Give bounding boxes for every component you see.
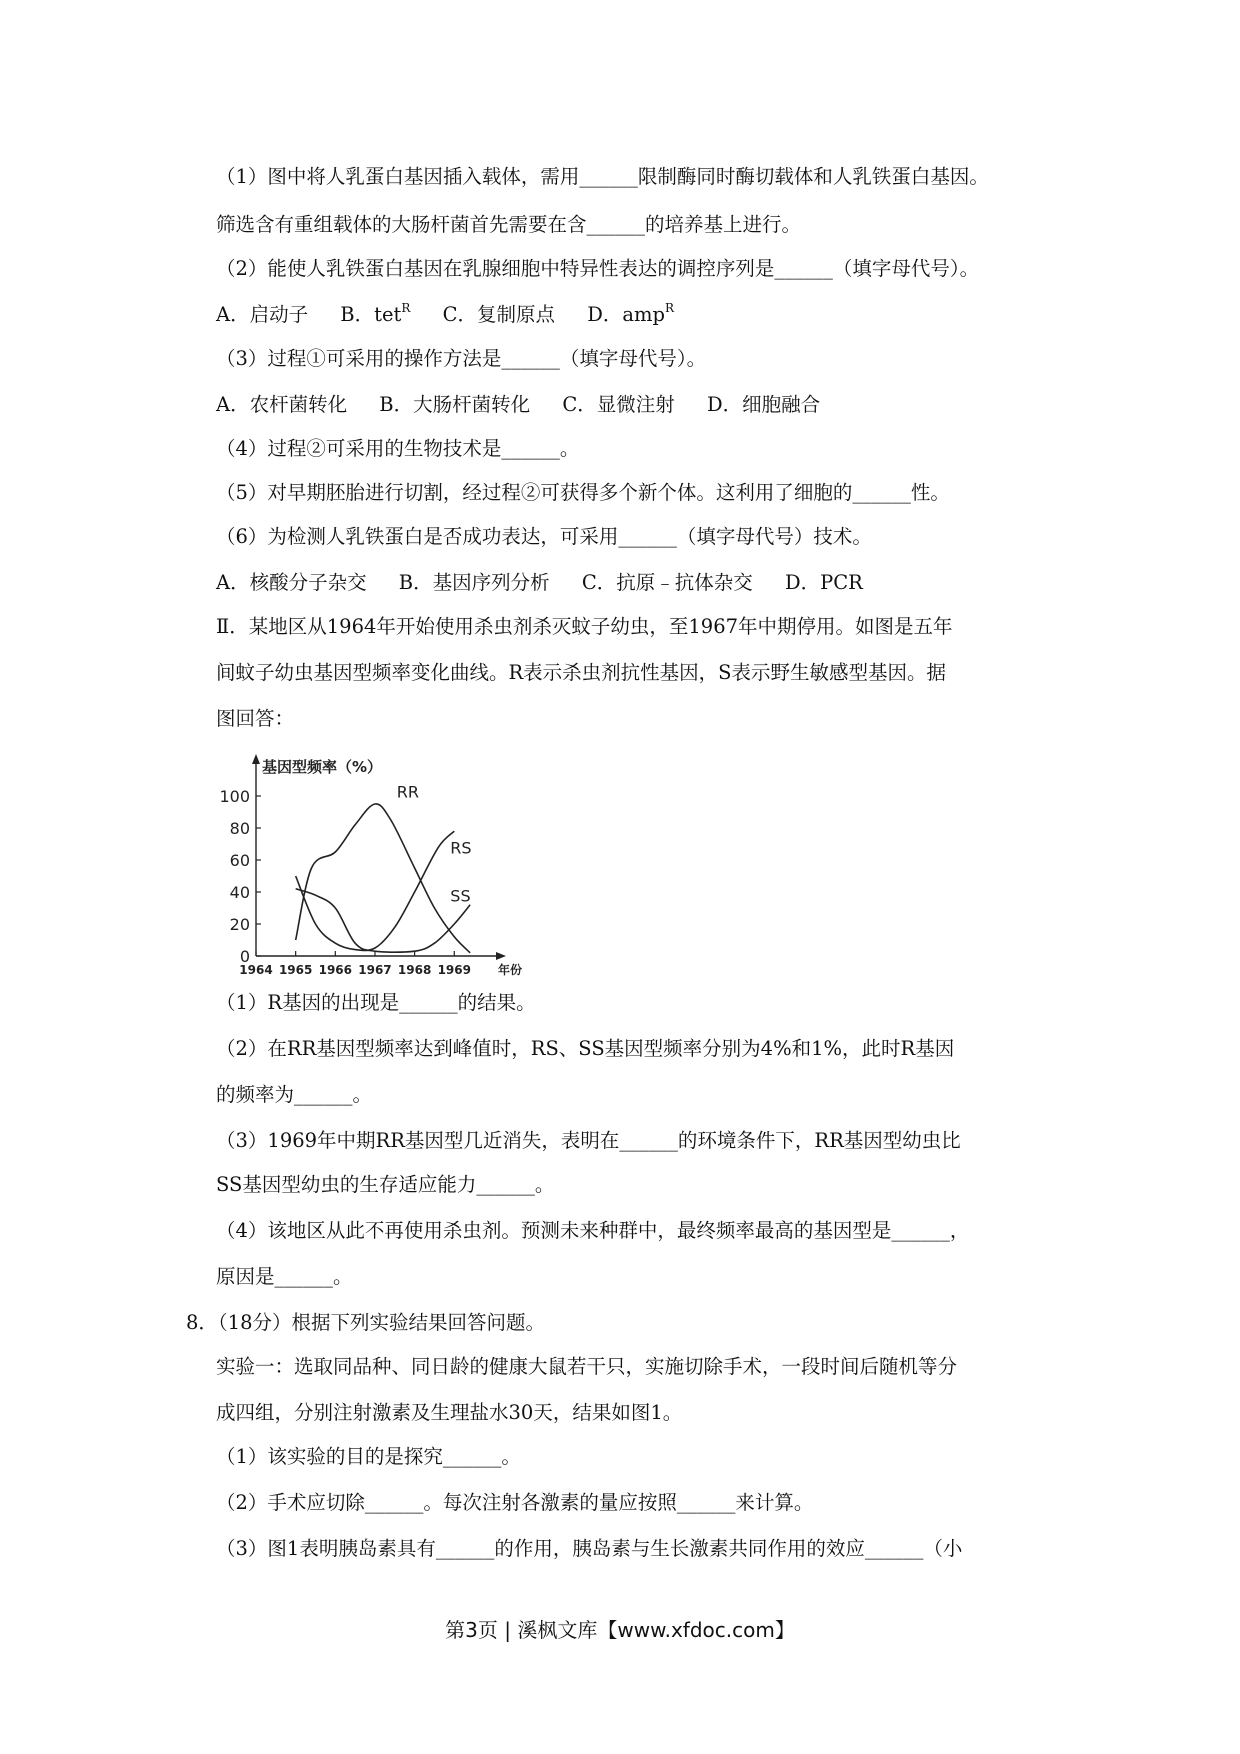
part2-question-3b: SS基因型幼虫的生存适应能力______。: [216, 1173, 555, 1196]
option-c: C．显微注射: [562, 393, 675, 416]
x-tick-label: 1967: [358, 963, 392, 977]
option-a: A．农杆菌转化: [216, 393, 348, 416]
chart-ticks: [219, 787, 471, 977]
chart-labels: [262, 758, 522, 977]
y-tick-label: 80: [229, 819, 250, 838]
question-8-1: （1）该实验的目的是探究______。: [216, 1445, 521, 1468]
series-line-rs: [296, 831, 455, 950]
x-tick-label: 1965: [278, 963, 313, 977]
option-b: B．基因序列分析: [398, 571, 550, 594]
option-d: D．PCR: [784, 571, 863, 594]
y-axis-arrow: [252, 754, 260, 764]
question-8-title: 8．（18分）根据下列实验结果回答问题。: [186, 1311, 545, 1334]
genotype-frequency-chart: [212, 752, 523, 982]
series-label-rr: RR: [396, 782, 420, 802]
series-label-rs: RS: [450, 838, 472, 858]
part2-question-2b: 的频率为______。: [216, 1083, 373, 1106]
part2-question-1: （1）R基因的出现是______的结果。: [216, 991, 536, 1014]
option-a: A．启动子: [216, 303, 309, 326]
question-2: （2）能使人乳铁蛋白基因在乳腺细胞中特异性表达的调控序列是______（填字母代号）。: [216, 257, 980, 280]
part2-intro-c: 图回答：: [216, 707, 295, 730]
question-6-options: [216, 570, 889, 596]
option-b: B．tet$^R$: [340, 301, 411, 326]
part2-question-3a: （3）1969年中期RR基因型几近消失，表明在______的环境条件下，RR基因型幼虫比: [216, 1129, 961, 1152]
part2-question-2a: （2）在RR基因型频率达到峰值时，RS、SS基因型频率分别为4%和1%，此时R基因: [216, 1037, 955, 1060]
part2-question-4a: （4）该地区从此不再使用杀虫剂。预测未来种群中，最终频率最高的基因型是______，: [216, 1219, 970, 1242]
x-tick-label: 1968: [397, 963, 432, 977]
question-5: （5）对早期胚胎进行切割，经过程②可获得多个新个体。这利用了细胞的______性。: [216, 481, 950, 504]
y-tick-label: 100: [219, 787, 250, 806]
part2-question-4b: 原因是______。: [216, 1265, 353, 1288]
chart-series: [296, 804, 470, 953]
part2-intro-b: 间蚊子幼虫基因型频率变化曲线。R表示杀虫剂抗性基因，S表示野生敏感型基因。据: [216, 661, 947, 684]
question-6: （6）为检测人乳铁蛋白是否成功表达，可采用______（填字母代号）技术。: [216, 525, 872, 548]
question-3: （3）过程①可采用的操作方法是______（填字母代号）。: [216, 347, 707, 370]
option-d: D．amp$^R$: [587, 301, 674, 326]
x-tick-label: 1966: [318, 963, 353, 977]
series-label-ss: SS: [450, 886, 471, 906]
y-tick-label: 40: [229, 883, 250, 902]
option-c: C．抗原﹣抗体杂交: [581, 571, 753, 594]
y-tick-label: 20: [229, 915, 250, 934]
x-axis-arrow: [496, 952, 506, 960]
x-tick-label: 1964: [239, 963, 273, 977]
experiment-1b: 成四组，分别注射激素及生理盐水30天，结果如图1。: [216, 1401, 683, 1424]
x-tick-label: 1969: [437, 963, 471, 977]
x-axis-label: 年份: [498, 963, 523, 977]
y-axis-label: 基因型频率（%）: [262, 758, 383, 776]
option-d: D．细胞融合: [706, 393, 821, 416]
y-tick-label: 0: [239, 947, 250, 966]
question-3-options: [216, 392, 846, 418]
option-a: A．核酸分子杂交: [216, 571, 367, 594]
superscript-r: R: [401, 301, 411, 315]
question-2-options: [216, 302, 700, 328]
question-1b: 筛选含有重组载体的大肠杆菌首先需要在含______的培养基上进行。: [216, 213, 802, 236]
question-8-3: （3）图1表明胰岛素具有______的作用，胰岛素与生长激素共同作用的效应______（小: [216, 1537, 963, 1560]
question-1a: （1）图中将人乳蛋白基因插入载体，需用______限制酶同时酶切载体和人乳铁蛋白基因。: [216, 165, 989, 188]
y-tick-label: 60: [229, 851, 250, 870]
question-4: （4）过程②可采用的生物技术是______。: [216, 437, 580, 460]
series-line-rr: [296, 804, 470, 953]
part2-intro-a: Ⅱ．某地区从1964年开始使用杀虫剂杀灭蚊子幼虫，至1967年中期停用。如图是五年: [216, 615, 953, 638]
page-footer: 第3页 | 溪枫文库【www.xfdoc.com】: [445, 1618, 795, 1642]
option-c: C．复制原点: [442, 303, 556, 326]
option-b: B．大肠杆菌转化: [379, 393, 531, 416]
question-8-2: （2）手术应切除______。每次注射各激素的量应按照______来计算。: [216, 1491, 814, 1514]
experiment-1a: 实验一：选取同品种、同日龄的健康大鼠若干只，实施切除手术，一段时间后随机等分: [216, 1355, 958, 1378]
superscript-r: R: [664, 301, 674, 315]
